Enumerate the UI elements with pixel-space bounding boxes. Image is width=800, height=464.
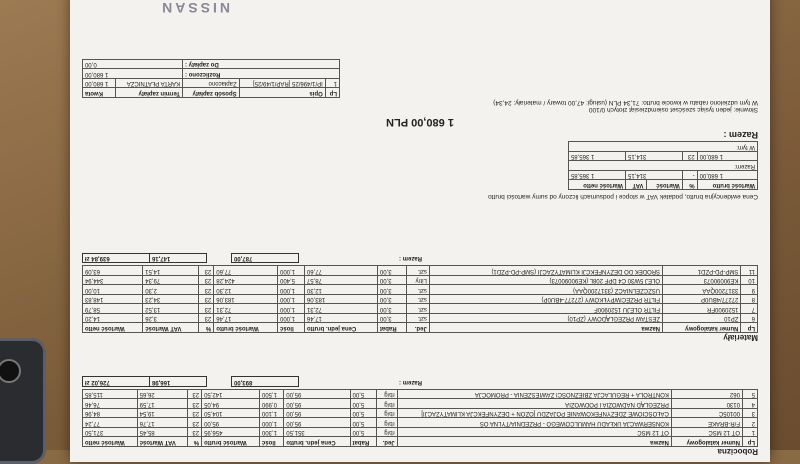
table-row	[83, 304, 758, 314]
table-cell: 63,09	[83, 266, 143, 276]
vs-razem-netto: 1 365,85	[569, 171, 626, 181]
table-cell: 3,00	[377, 285, 406, 295]
table-cell: 1,000	[278, 295, 305, 305]
table-cell: 23	[198, 285, 214, 295]
column-header: Nazwa	[397, 437, 671, 447]
razem-netto: 639,84 zł	[83, 254, 150, 264]
table-cell: 3,26	[143, 314, 198, 324]
table-row	[83, 295, 758, 305]
column-header: Wartość brutto	[202, 437, 260, 447]
nissan-logo: NISSAN	[159, 0, 230, 16]
table-row	[83, 314, 758, 324]
table-row	[83, 409, 758, 419]
table-cell: 062	[671, 390, 742, 400]
table-cell: 371,50	[83, 428, 138, 438]
table-cell: rb/g	[376, 399, 397, 409]
vs-head-pct: %	[682, 180, 697, 190]
table-cell: 351,50	[284, 428, 350, 438]
table-cell: szt.	[407, 266, 430, 276]
column-header: Rabat	[377, 323, 406, 333]
table-cell: 95,00	[202, 418, 260, 428]
vs-razem-label: Razem:	[569, 161, 758, 171]
column-header: Numer katalogowy	[663, 323, 741, 333]
vs-row-vat: 314,15	[626, 152, 683, 162]
table-cell: 23	[187, 409, 201, 419]
table-cell: 23	[198, 276, 214, 286]
table-cell: 9	[741, 285, 758, 295]
table-cell: 72,31	[304, 304, 377, 314]
do-zaplaty-label: Do zapłaty :	[183, 60, 340, 70]
table-cell: 14,20	[83, 314, 143, 324]
table-cell: 183,06	[304, 295, 377, 305]
razem-brutto: 787,00	[232, 254, 299, 264]
table-cell: 14,51	[143, 266, 198, 276]
table-cell: 23	[198, 314, 214, 324]
table-cell: 1,100	[259, 409, 283, 419]
table-cell: CAŁOŚCIOWE ZDEZYNFEKOWANIE POJAZDU [OZON + DEZYNFEKCJA KLIMATYZACJI]	[397, 409, 671, 419]
total-amount: 1 680,00 PLN	[386, 116, 454, 128]
vs-razem-pct: -	[682, 171, 697, 181]
razem-netto: 726,02 zł	[83, 377, 150, 387]
table-row	[83, 399, 758, 409]
column-header: Rabat	[350, 437, 376, 447]
column-header: Jed.	[407, 323, 430, 333]
table-cell: PRZEGLĄD NADWOZIA I PODWOZIA	[397, 399, 671, 409]
table-cell: 1,000	[278, 304, 305, 314]
column-header: Ilość	[278, 323, 305, 333]
table-cell: 72,31	[214, 304, 278, 314]
camera-icon	[0, 359, 21, 383]
vat-summary-table	[568, 142, 758, 191]
pay-head-kwota: Kwota	[83, 88, 116, 98]
vs-razem-vat: 314,15	[626, 171, 683, 181]
table-cell: OT 12 MSC	[397, 428, 671, 438]
table-cell: 1,000	[278, 285, 305, 295]
table-cell: FILTR OLEJU 1520900F	[429, 304, 662, 314]
column-header: Lp	[741, 323, 758, 333]
table-cell: 183,06	[214, 295, 278, 305]
table-cell: 11	[741, 266, 758, 276]
table-cell: F/R-BRAKE	[671, 418, 742, 428]
table-cell: 23	[198, 304, 214, 314]
table-cell: szt.	[407, 285, 430, 295]
materialy-table	[82, 266, 758, 334]
table-cell: 3,00	[377, 295, 406, 305]
razem-label: Razem :	[398, 255, 422, 262]
table-cell: 3	[742, 409, 757, 419]
column-header: Lp	[742, 437, 757, 447]
table-cell: 0130	[671, 399, 742, 409]
table-cell: szt.	[407, 295, 430, 305]
table-cell: rb/g	[376, 428, 397, 438]
table-cell: 6	[741, 314, 758, 324]
phone-corner	[0, 338, 46, 464]
table-cell: 3,00	[377, 266, 406, 276]
column-header: Cena jedn. brutto	[284, 437, 350, 447]
table-cell: 77,60	[304, 266, 377, 276]
column-header: Ilość	[259, 437, 283, 447]
pay-opis: IP/1/496/25 [RAP/1/49/25]	[239, 79, 325, 89]
table-cell: 5,400	[278, 276, 305, 286]
table-cell: 23	[187, 418, 201, 428]
table-cell: 34,23	[143, 295, 198, 305]
table-cell: 77,60	[214, 266, 278, 276]
pay-head-termin: Termin zapłaty	[115, 88, 182, 98]
total-razem-label: Razem :	[723, 130, 758, 140]
table-cell: KONTROLA + REGULACJA ZBIEŻNOŚCI ZAWIESZENIA - PROMOCJA	[397, 390, 671, 400]
table-cell: 5,00	[350, 428, 376, 438]
pay-head-lp: Lp	[325, 88, 339, 98]
table-cell: 7	[741, 304, 758, 314]
column-header: VAT Wartość	[143, 323, 198, 333]
pay-head-opis: Opis	[239, 88, 325, 98]
vs-row-brutto: 1 680,00	[697, 152, 757, 162]
vat-summary-section	[82, 142, 758, 201]
robocizna-razem	[82, 377, 758, 388]
table-cell: 76,46	[83, 399, 138, 409]
table-cell: 85,45	[137, 428, 187, 438]
table-cell: 3,00	[377, 314, 406, 324]
table-cell: 17,46	[304, 314, 377, 324]
table-cell: 2,30	[143, 285, 198, 295]
table-cell: szt.	[407, 314, 430, 324]
table-cell: 0,990	[259, 399, 283, 409]
materialy-razem	[82, 253, 758, 264]
vs-row-pct: 23	[682, 152, 697, 162]
payment-section	[82, 59, 340, 98]
column-header: Cena jedn. brutto	[304, 323, 377, 333]
table-cell: 344,94	[83, 276, 143, 286]
table-cell: KONSERWACJA UKŁADU HAMULCOWEGO - PRZEDNIA/TYLNA OŚ	[397, 418, 671, 428]
column-header: VAT Wartość	[137, 437, 187, 447]
table-cell: 84,96	[83, 409, 138, 419]
column-header: Jed.	[376, 437, 397, 447]
table-cell: 115,85	[83, 390, 138, 400]
table-cell: 456,95	[202, 428, 260, 438]
vs-row-netto: 1 365,85	[569, 152, 626, 162]
razem-vat: 166,98	[150, 377, 207, 387]
table-cell: rb/g	[376, 409, 397, 419]
table-cell: 2	[742, 418, 757, 428]
table-cell: OLEJ 5W30 C4 DPF 208L (KE90090073)	[429, 276, 662, 286]
table-row	[83, 266, 758, 276]
table-cell: 23	[187, 399, 201, 409]
pay-status: Zapłacono	[183, 79, 240, 89]
rozliczono-label: Rozliczono :	[183, 69, 340, 79]
vs-head-wartosc: Wartość	[646, 180, 682, 190]
robocizna-section	[82, 377, 758, 457]
column-header: %	[198, 323, 214, 333]
rozliczono-value: 1 680,00	[83, 69, 183, 79]
evidence-note: Cena ewidencyjna brutto, podatek VAT w stopce i podsumach liczony od sumy wartości brutto	[488, 193, 758, 200]
table-cell: SMP-PD-PZD1	[663, 266, 741, 276]
column-header: Numer katalogowy	[671, 437, 742, 447]
column-header: Nazwa	[429, 323, 662, 333]
pay-head-sposob: Sposób zapłaty	[183, 88, 240, 98]
materialy-section	[82, 253, 758, 342]
robocizna-title: Robocizna	[717, 447, 758, 456]
table-cell: 95,00	[284, 409, 350, 419]
table-cell: 1520900FR	[663, 304, 741, 314]
table-cell: USZCZELNIACZ (3317200QAA)	[429, 285, 662, 295]
table-cell: 1,000	[278, 266, 305, 276]
table-cell: 4	[742, 399, 757, 409]
razem-vat: 147,16	[150, 254, 207, 264]
table-cell: OT 12 MSC	[671, 428, 742, 438]
table-cell: 142,50	[202, 390, 260, 400]
table-cell: 3,00	[377, 276, 406, 286]
table-cell: 5,00	[350, 399, 376, 409]
table-cell: 12,30	[214, 285, 278, 295]
total-section	[82, 99, 758, 140]
table-cell: 1,000	[259, 418, 283, 428]
vs-head-netto: Wartość netto	[569, 180, 626, 190]
column-header: Wartość netto	[83, 323, 143, 333]
razem-brutto: 893,00	[232, 377, 299, 387]
table-cell: 1	[742, 428, 757, 438]
table-cell: Litry	[407, 276, 430, 286]
table-cell: ŚRODEK DO DEZYNFEKCJI KLIMATYZACJI (SMP-PD-PZD1)	[429, 266, 662, 276]
table-cell: szt.	[407, 304, 430, 314]
invoice-document	[70, 0, 770, 462]
table-cell: 00105C	[671, 409, 742, 419]
table-cell: 10	[741, 276, 758, 286]
table-cell: 23	[198, 295, 214, 305]
table-row	[83, 276, 758, 286]
pay-kwota: 1 680,00	[83, 79, 116, 89]
table-cell: 5,00	[350, 418, 376, 428]
table-cell: 5,00	[350, 390, 376, 400]
table-cell: rb/g	[376, 418, 397, 428]
table-cell: 148,83	[83, 295, 143, 305]
table-cell: 78,57	[304, 276, 377, 286]
table-cell: 13,52	[143, 304, 198, 314]
pay-lp: 1	[325, 79, 339, 89]
table-cell: 3317200QAA	[663, 285, 741, 295]
table-row	[83, 418, 758, 428]
table-cell: 95,00	[284, 418, 350, 428]
vs-wtym-label: W tym:	[569, 142, 758, 152]
table-cell: 1,300	[259, 428, 283, 438]
table-cell: 8	[741, 295, 758, 305]
table-cell: 58,79	[83, 304, 143, 314]
pay-method: KARTA PŁATNICZA	[115, 79, 182, 89]
table-cell: 1,000	[278, 314, 305, 324]
column-header: Wartość netto	[83, 437, 138, 447]
robocizna-table	[82, 389, 758, 447]
table-cell: 10,00	[83, 285, 143, 295]
table-cell: 27277/4BU0P	[663, 295, 741, 305]
table-cell: ZESTAW PRZEGLĄDOWY (ZP10)	[429, 314, 662, 324]
table-cell: 5	[742, 390, 757, 400]
vs-head-vat: VAT	[626, 180, 647, 190]
table-cell: 17,46	[214, 314, 278, 324]
table-cell: 17,76	[137, 418, 187, 428]
rabat-note: W tym udzielono rabatu w kwocie brutto: 71,34 PLN (usługi: 47,00 towary / materiały: 24,34)	[493, 99, 758, 106]
table-cell: 26,65	[137, 390, 187, 400]
table-cell: 1,500	[259, 390, 283, 400]
table-cell: 77,24	[83, 418, 138, 428]
table-row	[83, 285, 758, 295]
materialy-title: Materiały	[723, 333, 758, 342]
table-cell: 95,00	[284, 390, 350, 400]
vs-razem-brutto: 1 680,00	[697, 171, 757, 181]
do-zaplaty-value: 0,00	[83, 60, 183, 70]
table-cell: FILTR PRZECIWPYŁKOWY (27277-4BU0P)	[429, 295, 662, 305]
column-header: %	[187, 437, 201, 447]
table-cell: 12,30	[304, 285, 377, 295]
column-header: Wartość brutto	[214, 323, 278, 333]
razem-label: Razem :	[398, 378, 422, 385]
payment-table	[82, 59, 340, 98]
table-cell: 79,34	[143, 276, 198, 286]
table-cell: 17,59	[137, 399, 187, 409]
table-cell: 23	[187, 390, 201, 400]
table-row	[83, 390, 758, 400]
table-cell: ZP10	[663, 314, 741, 324]
table-cell: 23	[187, 428, 201, 438]
table-cell: 104,50	[202, 409, 260, 419]
slownie-text: Słownie: jeden tysiąc sześćset osiemdziesiąt złotych 0/100	[588, 106, 758, 113]
table-cell: 19,54	[137, 409, 187, 419]
table-cell: 3,00	[377, 304, 406, 314]
table-cell: 94,05	[202, 399, 260, 409]
table-cell: 424,28	[214, 276, 278, 286]
table-cell: 23	[198, 266, 214, 276]
table-cell: 95,00	[284, 399, 350, 409]
table-row	[83, 428, 758, 438]
table-cell: 5,00	[350, 409, 376, 419]
table-cell: rb/g	[376, 390, 397, 400]
table-cell: KE90090073	[663, 276, 741, 286]
vs-head-brutto: Wartość brutto	[697, 180, 757, 190]
